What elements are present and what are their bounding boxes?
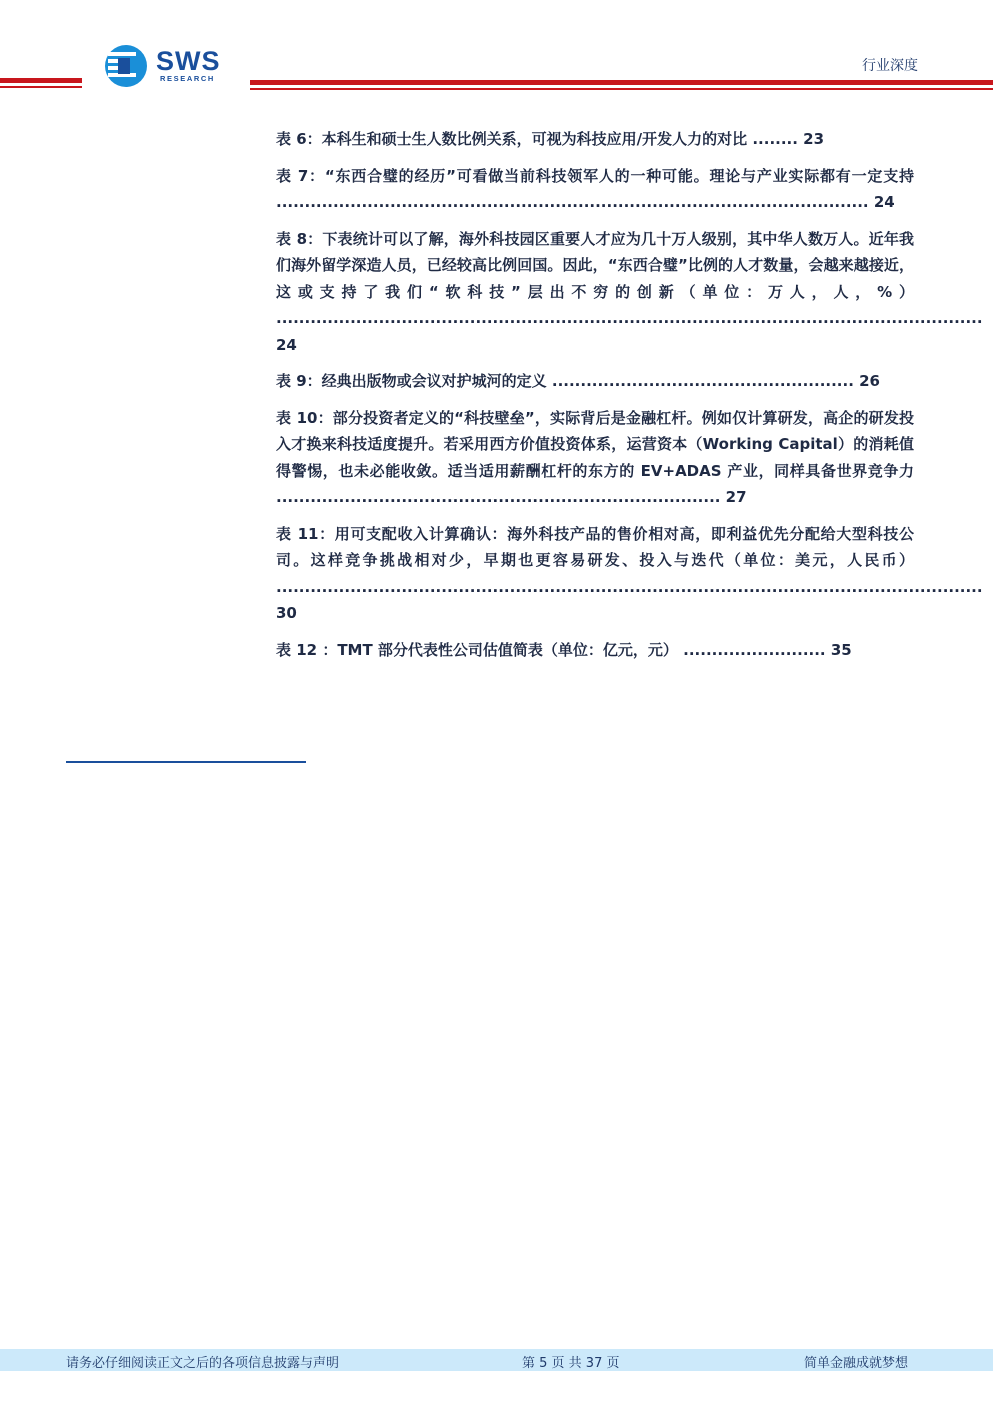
header-rule [250,88,993,90]
sws-logo [104,44,234,88]
page-header [0,0,993,100]
header-rule [0,78,82,83]
disclaimer-note: 请务必仔细阅读正文之后的各项信息披露与声明 [66,1356,340,1371]
page-number: 第 5 页 共 37 页 [522,1356,620,1371]
footnote-divider [66,761,306,763]
header-rule [250,80,993,85]
report-category: 行业深度 [862,58,918,74]
table-of-contents [276,126,983,673]
sws-logo-icon [104,44,150,88]
slogan: 简单金融成就梦想 [804,1356,909,1371]
page-footer [0,1349,993,1371]
logo-subtitle: RESEARCH [160,74,215,83]
toc-entry[interactable]: 表 7：“东西合璧的经历”可看做当前科技领军人的一种可能。理论与产业实际都有一定支持 ........................................................................................................ 24 [276,166,914,211]
toc-entry[interactable]: 表 12 ：TMT 部分代表性公司估值简表（单位：亿元，元） ......................... 35 [276,640,852,659]
toc-entry[interactable]: 表 10：部分投资者定义的“科技壁垒”，实际背后是金融杠杆。例如仅计算研发，高企的研发投入才换来科技适度提升。若采用西方价值投资体系，运营资本（Working Capital）的消耗值得警惕，也未必能收敛。适当适用薪酬杠杆的东方的 EV+ADAS 产业，同样具备世界竞争力 .............................................................................. 27 [276,408,914,506]
header-rule [0,86,82,88]
toc-entry[interactable]: 表 9：经典出版物或会议对护城河的定义 ..................................................... 26 [276,372,880,390]
toc-entry[interactable]: 表 6：本科生和硕士生人数比例关系，可视为科技应用/开发人力的对比 ........ 23 [276,130,825,148]
toc-entry[interactable]: 表 8：下表统计可以了解，海外科技园区重要人才应为几十万人级别，其中华人数万人。近年我们海外留学深造人员，已经较高比例回国。因此，“东西合璧”比例的人才数量，会越来越接近，这或支持了我们“软科技”层出不穷的创新（单位：万人，人，%） ............................................................................................................................ 24 [276,229,983,354]
logo-wordmark: SWS [156,46,221,76]
toc-entry[interactable]: 表 11：用可支配收入计算确认：海外科技产品的售价相对高，即利益优先分配给大型科技公司。这样竞争挑战相对少，早期也更容易研发、投入与迭代（单位：美元，人民币） ............................................................................................................................ 30 [276,524,983,622]
